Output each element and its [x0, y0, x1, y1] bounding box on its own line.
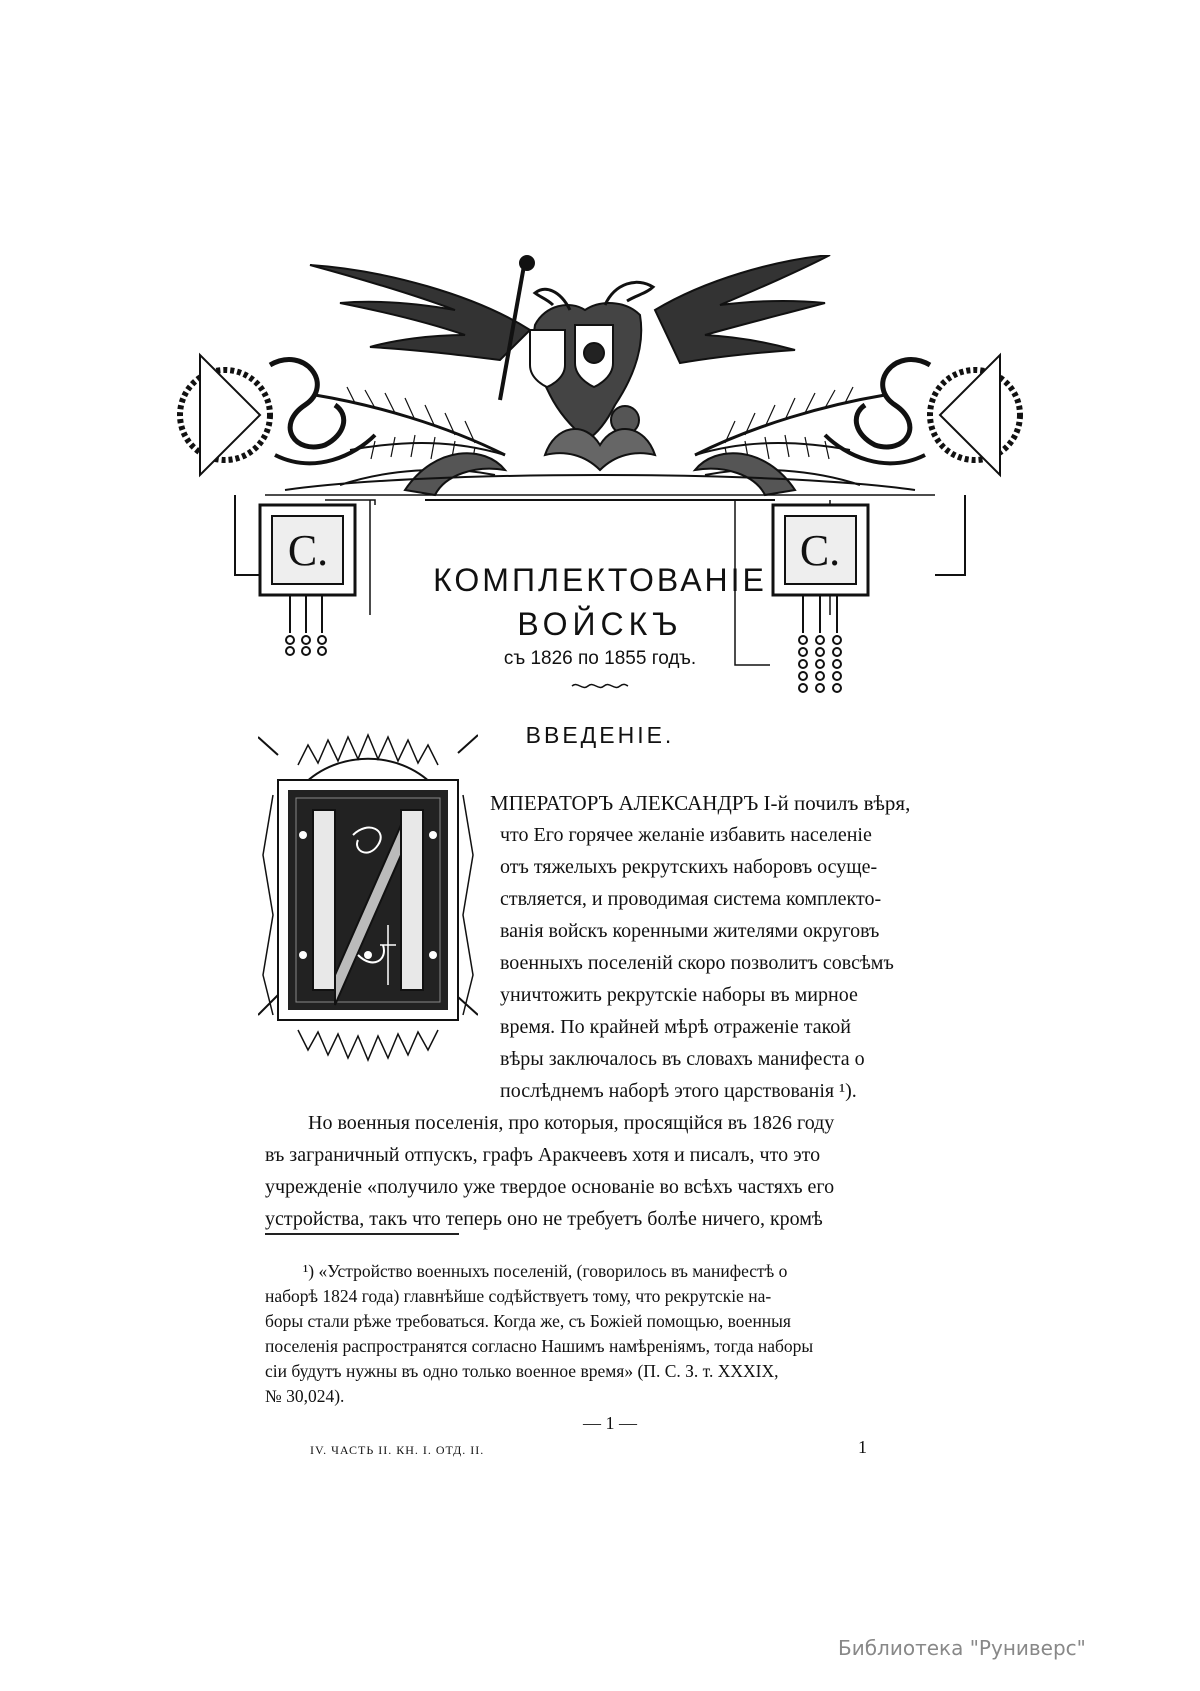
- footnote-line: ¹) «Устройство военныхъ поселеній, (говорилось въ манифестѣ о: [303, 1261, 788, 1281]
- paragraph1-line: время. По крайней мѣрѣ отраженіе такой: [500, 1016, 852, 1038]
- paragraph1-line: послѣднемъ наборѣ этого царствованія ¹).: [500, 1080, 857, 1102]
- section-heading: ВВЕДЕНІЕ.: [525, 722, 675, 748]
- paragraph2-line: Но военныя поселенія, про которыя, просящійся въ 1826 году: [308, 1112, 835, 1134]
- monogram-left: С.: [287, 526, 329, 575]
- library-watermark: Библиотека "Руниверс": [838, 1636, 1086, 1660]
- paragraph1-line: что Его горячее желаніе избавить населеніе: [500, 824, 872, 846]
- paragraph2-line: въ заграничный отпускъ, графъ Аракчеевъ хотя и писалъ, что это: [265, 1144, 821, 1166]
- title-squiggle-ornament: [570, 680, 630, 692]
- paragraph1-line: уничтожить рекрутскіе наборы въ мирное: [500, 984, 858, 1006]
- footnote-line: поселенія распространятся согласно Нашимъ намѣреніямъ, тогда наборы: [265, 1336, 814, 1356]
- title-line-1: КОМПЛЕКТОВАНІЕ: [433, 562, 767, 598]
- paragraph2-line: учрежденіе «получило уже твердое основаніе во всѣхъ частяхъ его: [265, 1176, 835, 1198]
- page-marker: — 1 —: [583, 1413, 637, 1433]
- drop-cap-ornament: [258, 725, 478, 1070]
- printer-signature: IV. ЧАСТЬ II. КН. I. ОТД. II.: [310, 1443, 485, 1457]
- paragraph1-line: отъ тяжелыхъ рекрутскихъ наборовъ осуще-: [500, 856, 878, 878]
- paragraph1-line: ванія войскъ коренными жителями округовъ: [500, 920, 880, 942]
- eagle-right-wing: [655, 255, 830, 363]
- page-number: 1: [858, 1437, 867, 1457]
- footnote-line: наборѣ 1824 года) главнѣйше содѣйствуетъ тому, что рекрутскіе на-: [265, 1286, 772, 1306]
- header-ornament: [175, 255, 1025, 745]
- footnote-divider: [265, 1233, 459, 1235]
- paragraph1-line: вѣры заключалось въ словахъ манифеста о: [500, 1048, 865, 1070]
- paragraph1-line: МПЕРАТОРЪ АЛЕКСАНДРЪ I-й почилъ вѣря,: [490, 791, 911, 815]
- title-line-2: ВОЙСКЪ: [517, 606, 683, 642]
- footnote-line: боры стали рѣже требоваться. Когда же, съ Божіей помощью, военныя: [265, 1311, 791, 1331]
- paragraph2-line: устройства, такъ что теперь оно не требуетъ болѣе ничего, кромѣ: [265, 1208, 823, 1230]
- eagle-left-wing: [310, 265, 530, 360]
- title-subtitle: съ 1826 по 1855 годъ.: [503, 648, 697, 669]
- paragraph1-line: ствляется, и проводимая система комплекто-: [500, 888, 882, 910]
- footnote-line: № 30,024).: [265, 1386, 345, 1406]
- eagle-right-head: [605, 282, 653, 305]
- footnote-line: сіи будутъ нужны въ одно только военное время» (П. С. З. т. XXXIX,: [265, 1361, 779, 1381]
- monogram-right: С.: [799, 526, 841, 575]
- paragraph1-line: военныхъ поселеній скоро позволитъ совсѣмъ: [500, 952, 894, 974]
